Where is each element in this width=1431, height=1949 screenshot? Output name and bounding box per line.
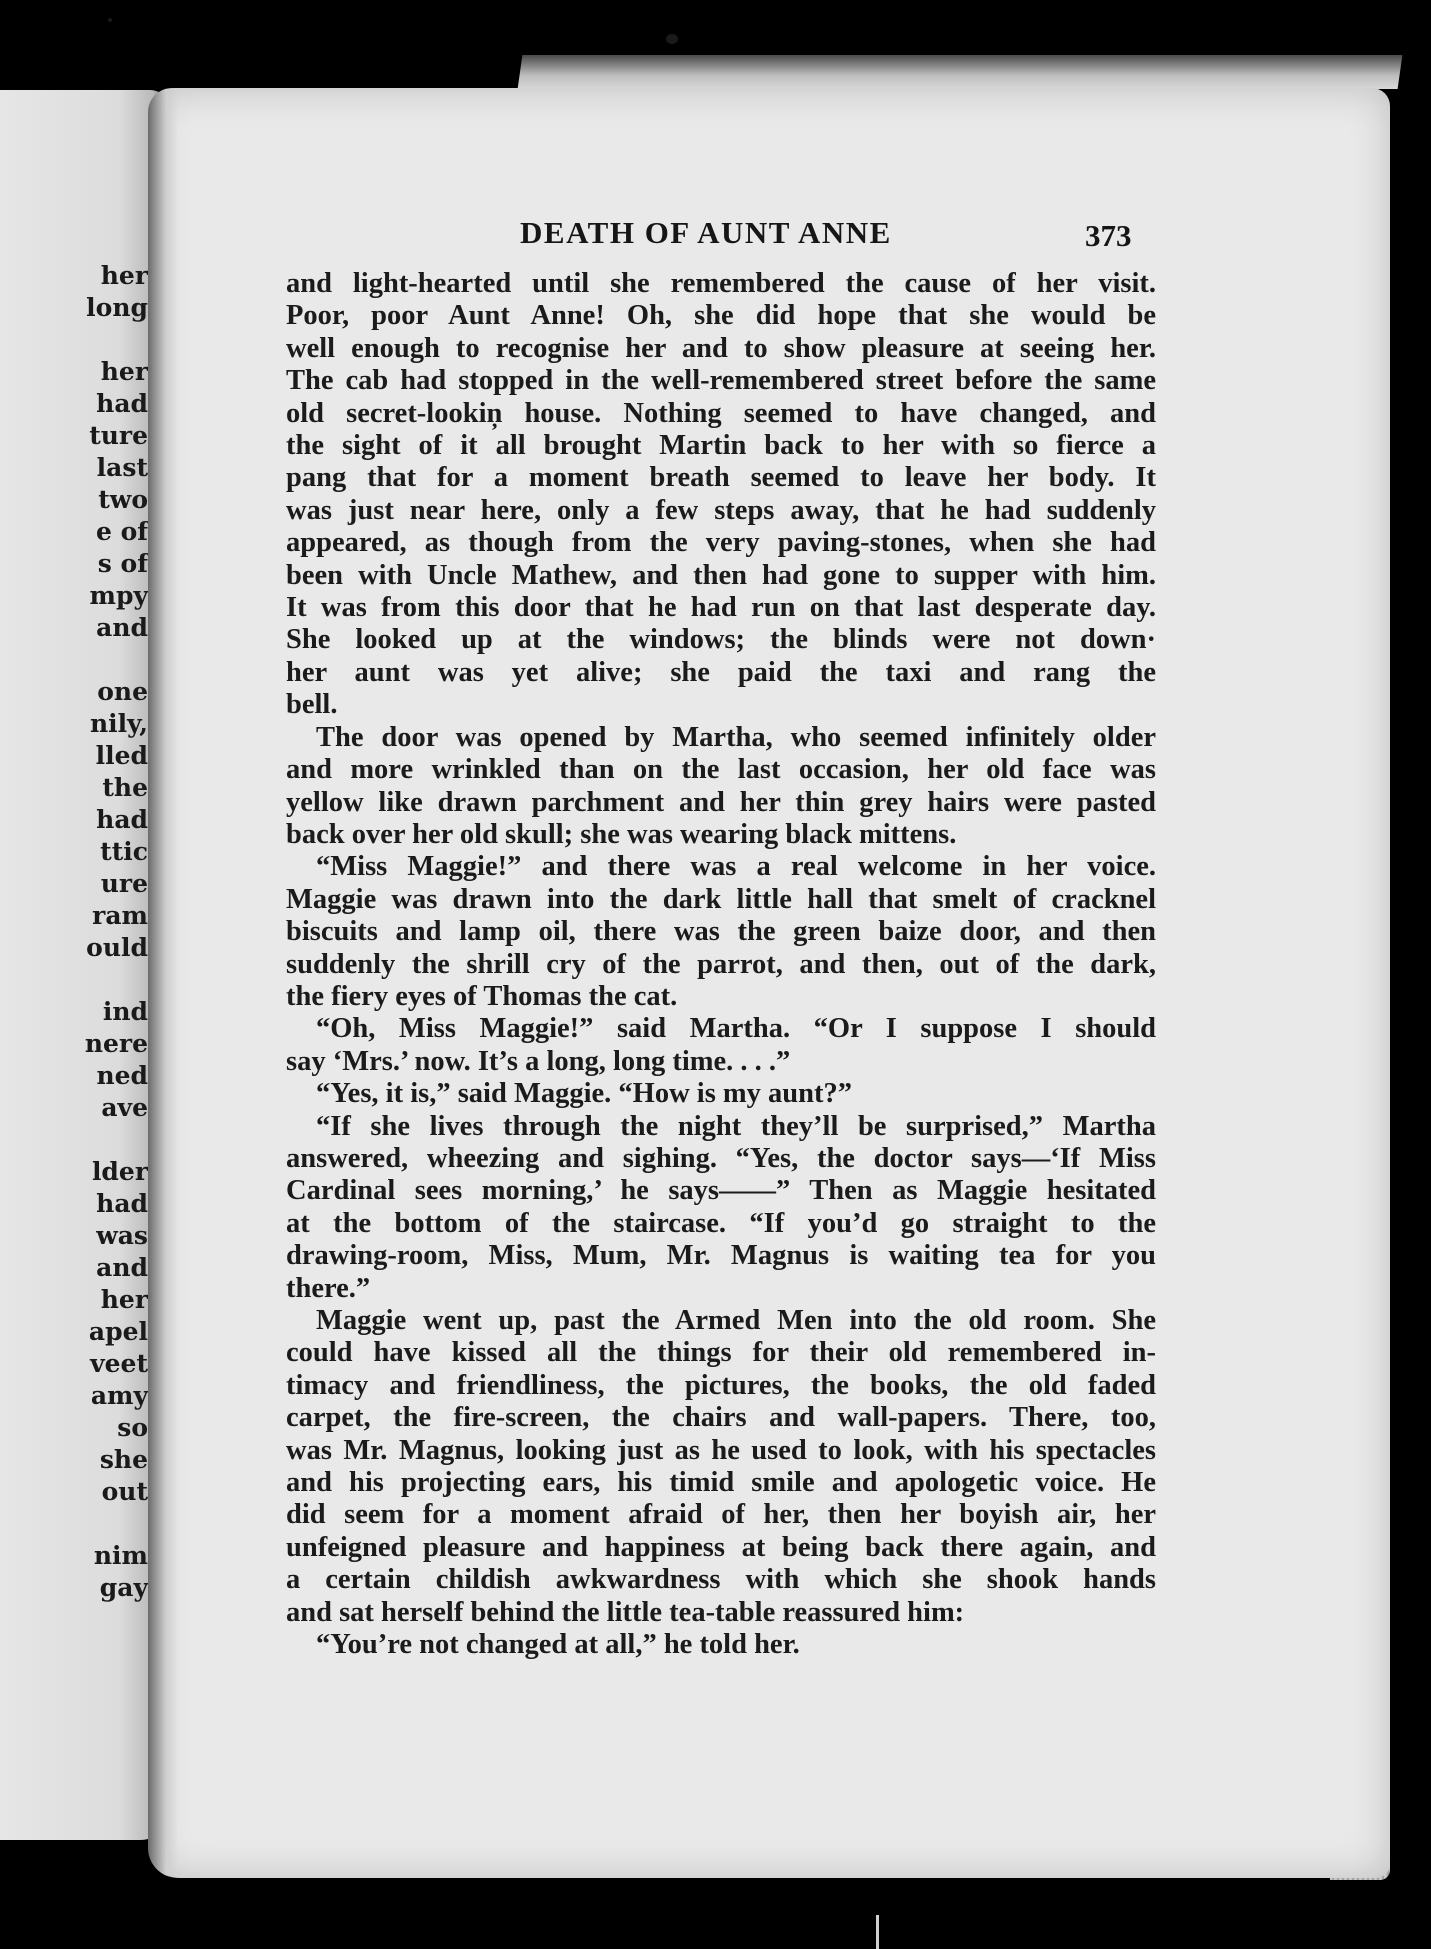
text-line: and sat herself behind the little tea-table reassured him: [286,1596,965,1628]
text-line: could have kissed all the things for their old remembered in- [286,1337,1156,1369]
paragraph [286,722,1156,852]
text-line: drawing-room, Miss, Mum, Mr. Magnus is waiting tea for you [286,1240,1156,1272]
text-line: there.” [286,1272,371,1304]
text-line: a certain childish awkwardness with which she shook hands [286,1564,1156,1596]
scan-speck [108,18,112,22]
text-line: and light-hearted until she remembered the cause of her visit. [286,268,1156,299]
top-page-edge [518,55,1403,89]
left-page-fragment: was [96,1221,148,1250]
text-line: old secret-lookin̦ house. Nothing seemed to have changed, and [286,397,1156,429]
left-page-fragment [85,324,148,356]
text-line: well enough to recognise her and to show pleasure at seeing her. [286,332,1156,364]
left-page-fragment: veet [90,1349,148,1378]
left-page-fragment: her [100,357,148,386]
paragraph [286,1629,1156,1661]
text-line: been with Uncle Mathew, and then had gone to supper with him. [286,559,1156,591]
text-line: The cab had stopped in the well-remembered street before the same [286,365,1156,397]
text-line: carpet, the fire-screen, the chairs and wall-papers. There, too, [286,1402,1156,1434]
left-page-fragment: out [101,1477,148,1506]
left-page-fragment: s of [97,549,148,578]
text-line: It was from this door that he had run on that last desperate day. [286,592,1156,624]
left-page-fragment: ram [92,901,148,930]
left-page [0,90,170,1840]
text-line: answered, wheezing and sighing. “Yes, the doctor says—‘If Miss [286,1142,1156,1174]
text-line: the sight of it all brought Martin back to her with so fierce a [286,430,1156,462]
text-line: say ‘Mrs.’ now. It’s a long, long time. . . .” [286,1045,791,1077]
scan-mark [876,1915,879,1949]
left-page-fragment: and [96,1253,148,1282]
left-page-fragment: ned [96,1061,148,1090]
left-page-fragment [85,644,148,676]
left-page-fragment: long [86,293,148,322]
left-page-fragment: ttic [100,837,148,866]
running-head: DEATH OF AUNT ANNE [520,215,892,250]
left-page-fragment: gay [99,1573,148,1602]
scan-speck [666,34,678,44]
text-line: suddenly the shrill cry of the parrot, and then, out of the dark, [286,948,1156,980]
text-line: appeared, as though from the very paving-stones, when she had [286,527,1156,559]
left-page-fragment: amy [90,1381,148,1410]
text-line: and his projecting ears, his timid smile and apologetic voice. He [286,1467,1156,1499]
text-line: biscuits and lamp oil, there was the green baize door, and then [286,916,1156,948]
left-page-fragment [85,1124,148,1156]
text-line: bell. [286,689,338,721]
text-line: back over her old skull; she was wearing black mittens. [286,818,957,850]
left-page-fragment: last [96,453,148,482]
left-page-fragment: ave [101,1093,148,1122]
text-line: “You’re not changed at all,” he told her. [316,1629,800,1661]
text-line: “If she lives through the night they’ll be surprised,” Martha [316,1110,1156,1142]
paragraph [286,851,1156,1013]
text-line: timacy and friendliness, the pictures, the books, the old faded [286,1369,1156,1401]
left-page-fragment: nim [93,1541,148,1570]
left-page-fragment: one [97,677,148,706]
text-line: was Mr. Magnus, looking just as he used to look, with his spectacles [286,1434,1156,1466]
left-page-fragment: two [98,485,148,514]
text-line: She looked up at the windows; the blinds were not down· [286,624,1156,656]
left-page-fragment: e of [95,517,148,546]
left-page-fragment: mpy [89,581,148,610]
text-line: at the bottom of the staircase. “If you’d go straight to the [286,1207,1156,1239]
left-page-fragment: ould [86,933,148,962]
left-page-fragment: had [96,805,148,834]
left-page-fragment: nere [84,1029,148,1058]
left-page-fragment: ure [100,869,148,898]
paragraph [286,1013,1156,1078]
left-page-fragment: so [117,1413,148,1442]
text-line: was just near here, only a few steps away, that he had suddenly [286,494,1156,526]
left-page-fragment: her [100,261,148,290]
left-page-fragment [85,964,148,996]
text-line: pang that for a moment breath seemed to leave her body. It [286,462,1156,494]
book-gutter [148,88,178,1878]
paragraph [286,1305,1156,1629]
left-page-fragment: had [96,389,148,418]
page-number: 373 [1085,218,1132,253]
paragraph [286,268,1156,722]
paragraph [286,1078,1156,1110]
text-line: Cardinal sees morning,’ he says——” Then as Maggie hesitated [286,1175,1156,1207]
left-page-fragment: nily, [89,709,148,738]
text-line: “Yes, it is,” said Maggie. “How is my aunt?” [316,1078,852,1110]
text-line: unfeigned pleasure and happiness at being back there again, and [286,1531,1156,1563]
text-line: Maggie went up, past the Armed Men into the old room. She [316,1305,1156,1336]
left-page-fragment: had [96,1189,148,1218]
text-line: and more wrinkled than on the last occasion, her old face was [286,754,1156,786]
text-line: “Miss Maggie!” and there was a real welcome in her voice. [316,851,1156,883]
left-page-fragment: the [102,773,148,802]
left-page-fragment: ind [102,997,148,1026]
text-line: did seem for a moment afraid of her, then her boyish air, her [286,1499,1156,1531]
text-line: The door was opened by Martha, who seemed infinitely older [316,721,1156,753]
paragraph [286,1111,1156,1305]
left-page-fragment: lled [95,741,148,770]
text-line: yellow like drawn parchment and her thin grey hairs were pasted [286,786,1156,818]
left-page-fragment: her [100,1285,148,1314]
text-line: Maggie was drawn into the dark little hall that smelt of cracknel [286,883,1156,915]
text-line: the fiery eyes of Thomas the cat. [286,980,678,1012]
left-page-fragment [85,1508,148,1540]
left-page-fragment: she [99,1445,148,1474]
left-page-fragment: apel [88,1317,148,1346]
left-page-text-fragments [85,260,148,1604]
left-page-fragment: and [96,613,148,642]
left-page-fragment: ture [89,421,148,450]
text-line: “Oh, Miss Maggie!” said Martha. “Or I suppose I should [316,1013,1156,1045]
left-page-fragment: lder [91,1157,148,1186]
text-line: her aunt was yet alive; she paid the taxi and rang the [286,656,1156,688]
page-body-text [286,268,1156,1661]
text-line: Poor, poor Aunt Anne! Oh, she did hope that she would be [286,300,1156,332]
